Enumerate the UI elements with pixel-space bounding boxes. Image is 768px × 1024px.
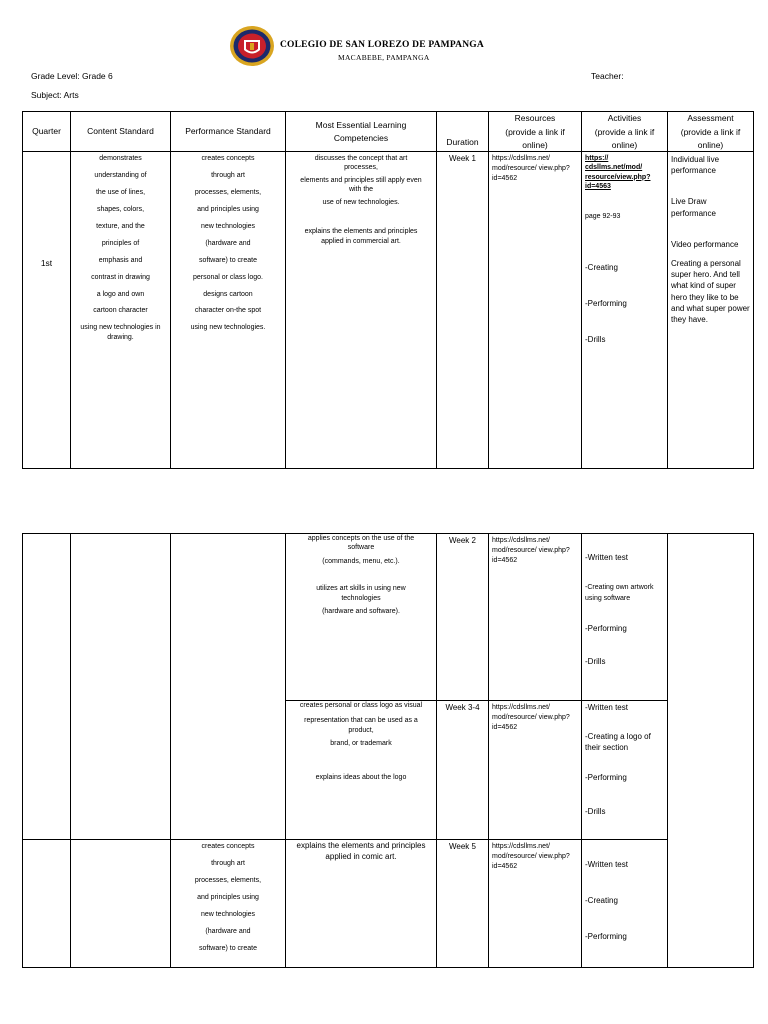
quarter-cell: 1st (23, 152, 71, 469)
melc-line: (hardware and software). (322, 608, 400, 616)
assessment-item: Video performance (671, 239, 739, 249)
performance-line: new technologies (200, 910, 256, 918)
col-activities-note: (provide a link if online) (594, 127, 655, 150)
melc-cell: explains the elements and principles applied in comic art. (286, 840, 437, 968)
melc-line: (commands, menu, etc.). (322, 557, 400, 565)
melc-line: utilizes art skills in using new technologies (316, 585, 406, 602)
activity-item: -Performing (585, 773, 627, 783)
duration-cell: Week 2 (437, 534, 489, 701)
table-row (23, 152, 754, 469)
duration-cell: Week 3-4 (437, 701, 489, 840)
activity-item: -Creating (585, 895, 618, 905)
col-quarter: Quarter (23, 112, 71, 152)
performance-standard-cell (171, 534, 286, 840)
melc-line: explains ideas about the logo (315, 773, 407, 781)
content-line: shapes, colors, (96, 205, 145, 213)
resource-link[interactable]: https://cdsllms.net/ mod/resource/ view.php?id=4562 (489, 152, 582, 469)
col-activities-title: Activities (607, 113, 642, 124)
curriculum-table-1 (22, 111, 754, 469)
content-line: understanding of (94, 171, 147, 179)
performance-line: through art (211, 859, 245, 867)
content-line: using new technologies in drawing. (80, 324, 161, 341)
performance-line: designs cartoon (203, 290, 253, 298)
activities-cell (582, 840, 668, 968)
content-line: cartoon character (93, 307, 148, 315)
quarter-cell (23, 534, 71, 840)
activity-item: -Drills (585, 807, 606, 817)
activity-link[interactable]: https:// cdsllms.net/mod/ resource/view.php? id=4563 (585, 155, 651, 191)
col-performance-standard: Performance Standard (171, 112, 286, 152)
assessment-cell (668, 152, 754, 469)
melc-line: applies concepts on the use of the software (307, 535, 415, 552)
table-header-row (23, 112, 754, 152)
assessment-item: Live Draw performance (671, 197, 716, 218)
school-name: COLEGIO DE SAN LOREZO DE PAMPANGA (280, 40, 484, 50)
col-assessment-title: Assessment (687, 113, 734, 124)
melc-cell (286, 152, 437, 469)
content-line: a logo and own (96, 290, 145, 298)
performance-line: (hardware and (205, 927, 251, 935)
activity-item: -Creating (585, 263, 618, 273)
col-activities (582, 112, 668, 152)
performance-line: personal or class logo. (192, 273, 264, 281)
melc-cell (286, 534, 437, 701)
performance-line: software) to create (199, 256, 257, 264)
table-row (23, 840, 754, 968)
quarter-cell (23, 840, 71, 968)
content-standard-cell (71, 534, 171, 840)
content-line: the use of lines, (95, 188, 146, 196)
content-line: principles of (101, 239, 140, 247)
melc-line: elements and principles still apply even with the (300, 176, 422, 194)
activities-cell (582, 152, 668, 469)
school-location: MACABEBE, PAMPANGA (338, 53, 430, 62)
activity-item: -Creating a logo of their section (585, 731, 651, 752)
performance-line: processes, elements, (194, 876, 262, 884)
performance-line: creates concepts (201, 843, 255, 850)
col-melc-line1: Most Essential Learning (315, 120, 407, 131)
performance-line: processes, elements, (194, 188, 262, 196)
activity-page: page 92-93 (585, 212, 621, 220)
performance-line: new technologies (200, 222, 256, 230)
resource-link[interactable]: https://cdsllms.net/ mod/resource/ view.php?id=4562 (489, 701, 582, 840)
duration-cell: Week 5 (437, 840, 489, 968)
school-seal-logo (229, 25, 275, 67)
melc-line: use of new technologies. (322, 198, 400, 206)
resource-link[interactable]: https://cdsllms.net/ mod/resource/ view.php?id=4562 (489, 840, 582, 968)
grade-level: Grade Level: Grade 6 (31, 71, 113, 81)
assessment-item: Individual live performance (671, 155, 720, 176)
subject-label: Subject: Arts (31, 90, 79, 100)
col-assessment-note: (provide a link if online) (680, 127, 741, 150)
activity-item: -Creating own artwork using software (585, 583, 654, 602)
activity-item: -Written test (585, 703, 628, 712)
content-standard-cell (71, 152, 171, 469)
activity-item: -Written test (585, 553, 628, 562)
col-resources (489, 112, 582, 152)
col-resources-note: (provide a link if online) (505, 127, 565, 150)
performance-line: software) to create (199, 944, 257, 952)
activity-item: -Performing (585, 931, 627, 941)
performance-line: character on-the spot (194, 307, 262, 315)
content-line: emphasis and (98, 256, 143, 264)
col-melc-line2: Competencies (333, 132, 389, 143)
duration-cell: Week 1 (437, 152, 489, 469)
performance-standard-cell (171, 840, 286, 968)
performance-line: (hardware and (205, 239, 251, 247)
activity-item: -Performing (585, 624, 627, 634)
content-line: demonstrates (99, 155, 142, 162)
assessment-item: Creating a personal super hero. And tell what kind of super hero they like to be and what super power they have. (671, 258, 750, 324)
assessment-cell (668, 534, 754, 968)
performance-line: and principles using (197, 893, 259, 901)
content-standard-cell (71, 840, 171, 968)
table-row (23, 534, 754, 701)
melc-line: representation that can be used as a product, (304, 717, 418, 734)
col-melc (286, 112, 437, 152)
melc-line: explains the elements and principles applied in commercial art. (304, 228, 418, 245)
activity-item: -Written test (585, 860, 628, 869)
col-resources-title: Resources (514, 113, 556, 124)
activities-cell (582, 701, 668, 840)
col-assessment (668, 112, 754, 152)
resource-link[interactable]: https://cdsllms.net/ mod/resource/ view.php?id=4562 (489, 534, 582, 701)
performance-standard-cell (171, 152, 286, 469)
activities-cell (582, 534, 668, 701)
activity-item: -Drills (585, 334, 606, 344)
melc-cell (286, 701, 437, 840)
melc-line: discusses the concept that art processes, (314, 155, 408, 172)
performance-line: using new technologies. (190, 324, 266, 332)
performance-line: creates concepts (201, 155, 255, 162)
teacher-label: Teacher: (591, 71, 624, 81)
performance-line: and principles using (197, 205, 259, 213)
melc-line: creates personal or class logo as visual (299, 702, 423, 709)
curriculum-table-2 (22, 533, 754, 968)
melc-line: brand, or trademark (330, 740, 392, 748)
col-content-standard: Content Standard (71, 112, 171, 152)
activity-item: -Drills (585, 656, 606, 666)
col-duration: Duration (437, 112, 489, 152)
content-line: texture, and the (96, 222, 145, 230)
performance-line: through art (211, 171, 245, 179)
content-line: contrast in drawing (91, 273, 150, 281)
activity-item: -Performing (585, 298, 627, 308)
